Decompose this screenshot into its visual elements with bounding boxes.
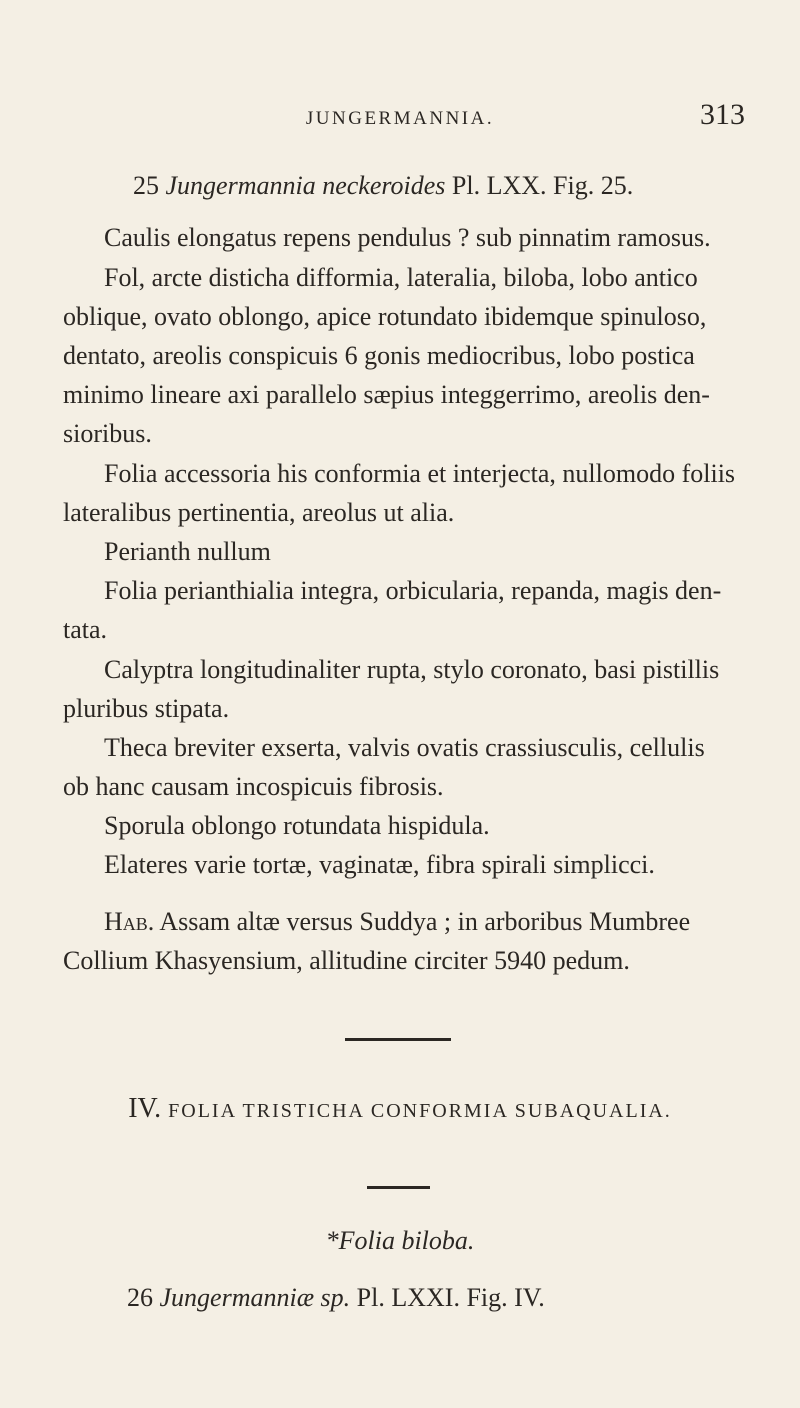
text-line: tata. <box>63 615 108 644</box>
text-line: Calyptra longitudinaliter rupta, stylo coronato, basi pistillis <box>104 655 720 684</box>
running-head: JUNGERMANNIA. <box>305 108 495 129</box>
section-title <box>0 1093 800 1125</box>
text-line: sioribus. <box>63 419 152 448</box>
divider-rule <box>345 1038 451 1041</box>
entry-26-heading <box>127 1282 545 1314</box>
habitat-text: Assam altæ versus Suddya ; in arboribus Mumbree <box>159 907 691 936</box>
text-line: Folia perianthialia integra, orbicularia, repanda, magis den- <box>104 576 722 605</box>
species-name: Jungermannia neckeroides <box>165 171 446 200</box>
text-line: Fol, arcte disticha difformia, lateralia, biloba, lobo antico <box>104 263 698 292</box>
entry-number: 25 <box>133 171 159 200</box>
page-number: 313 <box>700 98 745 131</box>
subsection-heading: *Folia biloba. <box>325 1226 475 1255</box>
text-line: Perianth nullum <box>104 537 271 566</box>
species-name: Jungermanniæ sp. <box>159 1283 351 1312</box>
text-line: Caulis elongatus repens pendulus ? sub pinnatim ramosus. <box>104 223 711 252</box>
text-line: dentato, areolis conspicuis 6 gonis mediocribus, lobo postica <box>63 341 695 370</box>
text-line: oblique, ovato oblongo, apice rotundato ibidemque spinuloso, <box>63 302 707 331</box>
plate-reference: Pl. LXXI. Fig. IV. <box>356 1283 545 1312</box>
entry-25-heading <box>133 170 633 202</box>
habitat-line <box>104 906 690 938</box>
text-line: pluribus stipata. <box>63 694 230 723</box>
entry-number: 26 <box>127 1283 153 1312</box>
text-line: Theca breviter exserta, valvis ovatis crassiusculis, cellulis <box>104 733 705 762</box>
text-line: Elateres varie tortæ, vaginatæ, fibra spirali simplicci. <box>104 850 655 879</box>
habitat-line: Collium Khasyensium, allitudine circiter 5940 pedum. <box>63 946 630 975</box>
section-numeral: IV. <box>128 1093 162 1124</box>
text-line: ob hanc causam incospicuis fibrosis. <box>63 772 444 801</box>
text-line: minimo lineare axi parallelo sæpius integgerrimo, areolis den- <box>63 380 710 409</box>
section-heading: FOLIA TRISTICHA CONFORMIA SUBAQUALIA. <box>168 1100 672 1122</box>
text-line: Sporula oblongo rotundata hispidula. <box>104 811 490 840</box>
habitat-label: Hab. <box>104 907 155 936</box>
text-line: lateralibus pertinentia, areolus ut alia. <box>63 498 455 527</box>
plate-reference: Pl. LXX. Fig. 25. <box>451 171 634 200</box>
divider-rule <box>367 1186 430 1189</box>
text-line: Folia accessoria his conformia et interjecta, nullomodo foliis <box>104 459 736 488</box>
